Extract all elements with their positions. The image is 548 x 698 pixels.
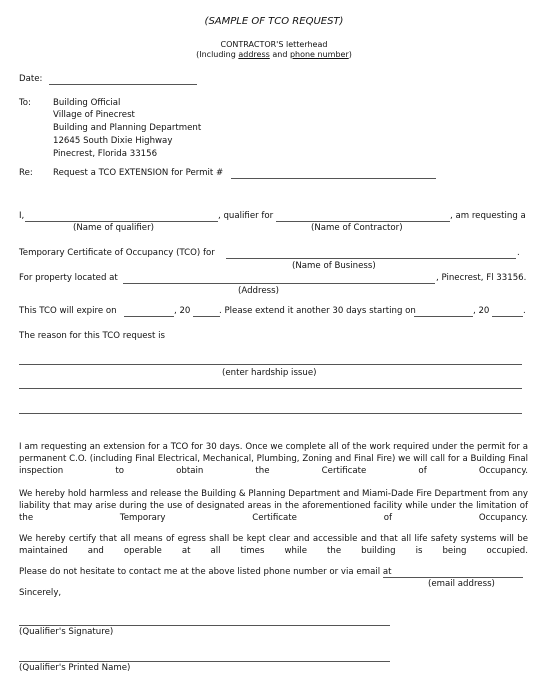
re-text: Request a TCO EXTENSION for Permit # <box>53 168 224 178</box>
expire-text: This TCO will expire on <box>19 306 117 316</box>
name-of-contractor-caption: (Name of Contractor) <box>311 223 403 233</box>
email-line[interactable] <box>383 577 523 578</box>
tco-period: . <box>517 248 520 258</box>
to-line: Village of Pinecrest <box>53 110 135 120</box>
printed-name-line[interactable] <box>19 661 390 662</box>
phone-word: phone number <box>289 50 349 59</box>
expire-year-line[interactable] <box>193 316 220 317</box>
contact-text: Please do not hesitate to contact me at the above listed phone number or via email at <box>19 567 392 577</box>
extend-text: . Please extend it another 30 days starting on <box>219 306 416 316</box>
hardship-caption: (enter hardship issue) <box>222 368 317 378</box>
re-label: Re: <box>19 168 33 178</box>
tco-label: Temporary Certificate of Occupancy (TCO) for <box>19 248 215 258</box>
business-name-line[interactable] <box>226 258 516 259</box>
requesting-text: , am requesting a <box>450 211 526 221</box>
address-word: address <box>238 50 270 59</box>
i-label: I, <box>19 211 25 221</box>
hardship-line-2[interactable] <box>19 388 522 389</box>
signature-line[interactable] <box>19 625 390 626</box>
start-year-line[interactable] <box>492 316 523 317</box>
including-suffix: ) <box>348 50 352 59</box>
email-caption: (email address) <box>428 579 495 589</box>
document-title: (SAMPLE OF TCO REQUEST) <box>204 16 344 27</box>
and-word: and <box>269 50 290 59</box>
expire-year-prefix: , 20 <box>174 306 191 316</box>
to-line: Building Official <box>53 98 121 108</box>
date-field-line[interactable] <box>49 84 197 85</box>
name-of-qualifier-caption: (Name of qualifier) <box>73 223 154 233</box>
letterhead-note <box>0 50 548 60</box>
address-caption: (Address) <box>238 286 279 296</box>
hardship-line-1[interactable] <box>19 364 522 365</box>
property-city: , Pinecrest, Fl 33156. <box>436 273 527 283</box>
extension-paragraph: I am requesting an extension for a TCO for 30 days. Once we complete all of the work required under the permit for a permanent C.O. (including Final Electrical, Mechanical, Plumbing, Zoning and Final Fire) we will call for a Building Final inspection to obtain the Certificate of Occupancy. <box>19 442 528 476</box>
expire-date-line[interactable] <box>124 316 174 317</box>
start-year-prefix: , 20 <box>473 306 490 316</box>
qualifier-name-line[interactable] <box>25 221 218 222</box>
property-label: For property located at <box>19 273 118 283</box>
including-prefix: (Including <box>196 50 239 59</box>
permit-number-line[interactable] <box>231 178 436 179</box>
date-label: Date: <box>19 74 43 84</box>
name-of-business-caption: (Name of Business) <box>292 261 376 271</box>
to-line: Pinecrest, Florida 33156 <box>53 149 158 159</box>
qualifier-for-text: , qualifier for <box>218 211 274 221</box>
printed-name-caption: (Qualifier's Printed Name) <box>19 663 131 673</box>
signature-caption: (Qualifier's Signature) <box>19 627 114 637</box>
property-address-line[interactable] <box>123 283 435 284</box>
expire-period: . <box>523 306 526 316</box>
hardship-line-3[interactable] <box>19 413 522 414</box>
start-date-line[interactable] <box>414 316 473 317</box>
to-line: Building and Planning Department <box>53 123 202 133</box>
to-label: To: <box>19 98 31 108</box>
sincerely-text: Sincerely, <box>19 588 62 598</box>
contractor-name-line[interactable] <box>276 221 450 222</box>
letterhead-label: CONTRACTOR'S letterhead <box>220 40 328 49</box>
certify-paragraph: We hereby certify that all means of egress shall be kept clear and accessible and that all life safety systems will be maintained and operable at all times while the building is being occupied. <box>19 534 528 556</box>
hold-harmless-paragraph: We hereby hold harmless and release the Building & Planning Department and Miami-Dade Fire Department from any liability that may arise during the use of designated areas in the aforementioned facility while under the limitation of the Temporary Certificate of Occupancy. <box>19 489 528 523</box>
to-line: 12645 South Dixie Highway <box>53 136 173 146</box>
reason-label: The reason for this TCO request is <box>19 331 165 341</box>
